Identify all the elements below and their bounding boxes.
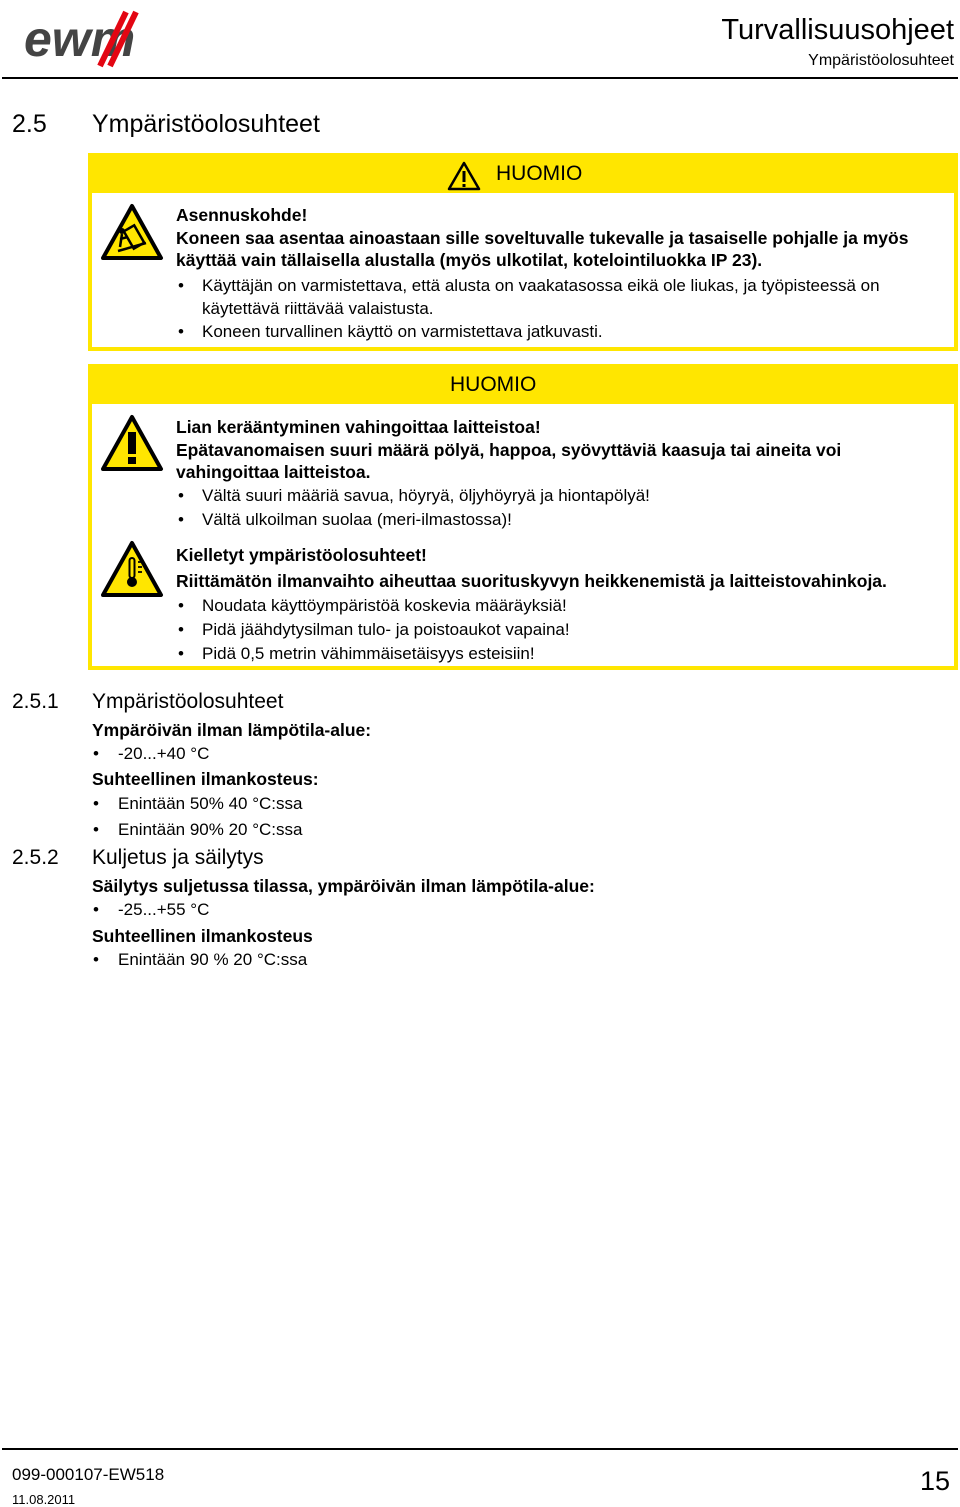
general-warning-icon bbox=[100, 414, 164, 472]
section-number: 2.5 bbox=[12, 110, 47, 138]
warning-triangle-icon bbox=[447, 161, 481, 191]
ewm-logo bbox=[22, 8, 164, 70]
document-code: 099-000107-EW518 bbox=[12, 1465, 165, 1484]
list-item-text: Vältä ulkoilman suolaa (meri-ilmastossa)! bbox=[202, 510, 512, 529]
svg-text:ewm: ewm bbox=[24, 11, 136, 67]
bullet-dot: • bbox=[178, 322, 184, 341]
notice-heading: Asennuskohde! bbox=[176, 205, 308, 225]
spec-value: Enintään 50% 40 °C:ssa bbox=[118, 794, 303, 813]
bullet-dot: • bbox=[178, 276, 184, 295]
notice-heading: Kielletyt ympäristöolosuhteet! bbox=[176, 545, 427, 565]
list-item-text: käytettävä riittävää valaistusta. bbox=[202, 299, 434, 318]
footer-divider bbox=[2, 1448, 958, 1450]
subsection-number: 2.5.1 bbox=[12, 690, 59, 713]
notice-box-environment bbox=[88, 364, 958, 670]
list-item-text: Käyttäjän on varmistettava, että alusta on vaakatasossa eikä ole liukas, ja työpisteessä on bbox=[202, 276, 880, 295]
bullet-dot: • bbox=[93, 900, 99, 919]
bullet-dot: • bbox=[93, 744, 99, 763]
spec-label: Suhteellinen ilmankosteus: bbox=[92, 769, 319, 789]
spec-value: -20...+40 °C bbox=[118, 744, 210, 763]
notice-header bbox=[92, 368, 954, 404]
bullet-dot: • bbox=[93, 950, 99, 969]
subsection-title: Ympäristöolosuhteet bbox=[92, 690, 284, 713]
notice-box-installation bbox=[88, 153, 958, 351]
bullet-dot: • bbox=[93, 820, 99, 839]
list-item-text: Pidä 0,5 metrin vähimmäisetäisyys esteisiin! bbox=[202, 644, 535, 663]
document-title: Turvallisuusohjeet bbox=[721, 14, 954, 46]
temperature-warning-icon bbox=[100, 540, 164, 598]
tipping-warning-icon bbox=[100, 203, 164, 261]
document-date: 11.08.2011 bbox=[12, 1492, 76, 1507]
document-subtitle: Ympäristöolosuhteet bbox=[808, 52, 954, 69]
notice-header bbox=[92, 157, 954, 193]
notice-label: HUOMIO bbox=[450, 373, 537, 396]
list-item-text: Pidä jäähdytysilman tulo- ja poistoaukot vapaina! bbox=[202, 620, 570, 639]
spec-label: Ympäröivän ilman lämpötila-alue: bbox=[92, 720, 372, 740]
notice-text-line: Riittämätön ilmanvaihto aiheuttaa suorituskyvyn heikkenemistä ja laitteistovahinkoja. bbox=[176, 571, 887, 591]
notice-text-line: Epätavanomaisen suuri määrä pölyä, happoa, syövyttäviä kaasuja tai aineita voi bbox=[176, 440, 842, 460]
spec-value: Enintään 90% 20 °C:ssa bbox=[118, 820, 303, 839]
header-divider bbox=[2, 77, 958, 79]
list-item-text: Noudata käyttöympäristöä koskevia määräyksiä! bbox=[202, 596, 567, 615]
spec-label: Suhteellinen ilmankosteus bbox=[92, 926, 313, 946]
bullet-dot: • bbox=[178, 596, 184, 615]
page-number: 15 bbox=[919, 1466, 950, 1496]
subsection-title: Kuljetus ja säilytys bbox=[92, 846, 264, 869]
notice-label: HUOMIO bbox=[496, 162, 583, 185]
notice-text-line: Koneen saa asentaa ainoastaan sille soveltuvalle tukevalle ja tasaiselle pohjalle ja myös bbox=[176, 228, 909, 248]
spec-value: -25...+55 °C bbox=[118, 900, 210, 919]
bullet-dot: • bbox=[178, 510, 184, 529]
spec-label: Säilytys suljetussa tilassa, ympäröivän ilman lämpötila-alue: bbox=[92, 876, 595, 896]
section-title: Ympäristöolosuhteet bbox=[92, 110, 320, 138]
list-item-text: Koneen turvallinen käyttö on varmistettava jatkuvasti. bbox=[202, 322, 603, 341]
spec-value: Enintään 90 % 20 °C:ssa bbox=[118, 950, 308, 969]
bullet-dot: • bbox=[93, 794, 99, 813]
subsection-number: 2.5.2 bbox=[12, 846, 59, 869]
notice-text-line: käyttää vain tällaisella alustalla (myös ulkotilat, kotelointiluokka IP 23). bbox=[176, 250, 763, 270]
bullet-dot: • bbox=[178, 620, 184, 639]
bullet-dot: • bbox=[178, 486, 184, 505]
notice-heading: Lian kerääntyminen vahingoittaa laitteistoa! bbox=[176, 417, 541, 437]
list-item-text: Vältä suuri määriä savua, höyryä, öljyhöyryä ja hiontapölyä! bbox=[202, 486, 650, 505]
bullet-dot: • bbox=[178, 644, 184, 663]
notice-text-line: vahingoittaa laitteistoa. bbox=[176, 462, 371, 482]
